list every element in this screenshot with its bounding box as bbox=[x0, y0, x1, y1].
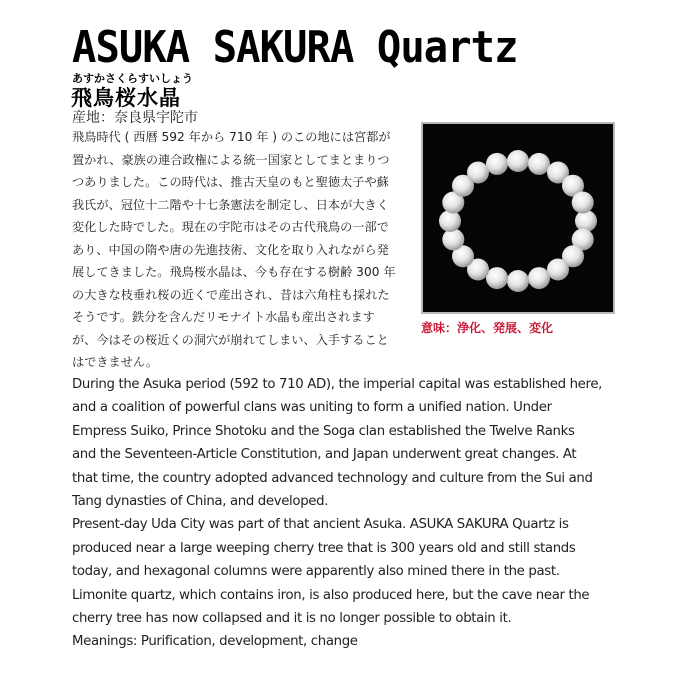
jp-line: 展してきました。飛鳥桜水晶は、今も存在する樹齢 300 年 bbox=[72, 265, 396, 279]
product-title: ASUKA SAKURA Quartz bbox=[72, 22, 518, 73]
english-description bbox=[72, 373, 632, 654]
japanese-name-reading: あすかさくらすいしょう bbox=[72, 72, 193, 85]
japanese-description bbox=[72, 126, 397, 374]
en-line: and the Seventeen-Article Constitution, and Japan underwent great changes. At bbox=[72, 447, 577, 463]
bead bbox=[442, 229, 464, 251]
japanese-product-name: 飛鳥桜水晶 bbox=[71, 86, 181, 110]
en-line: During the Asuka period (592 to 710 AD), the imperial capital was established here, bbox=[72, 377, 603, 392]
bracelet-image bbox=[423, 124, 613, 312]
bead bbox=[439, 210, 461, 232]
en-line: produced near a large weeping cherry tree that is 300 years old and still stands bbox=[72, 540, 576, 556]
bead bbox=[467, 162, 489, 184]
en-line: today, and hexagonal columns were apparently also mined there in the past. bbox=[72, 564, 560, 580]
en-line: Tang dynasties of China, and developed. bbox=[72, 494, 329, 510]
bead bbox=[547, 259, 569, 281]
bead bbox=[486, 153, 508, 175]
en-line: Empress Suiko, Prince Shotoku and the Soga clan established the Twelve Ranks bbox=[72, 423, 575, 439]
bracelet-photo bbox=[421, 122, 615, 314]
bead bbox=[507, 150, 529, 172]
jp-line: 置かれ、豪族の連合政権による統一国家としてまとまりつ bbox=[72, 152, 390, 167]
bead bbox=[575, 210, 597, 232]
jp-line: が、今はその桜近くの洞穴が崩れてしまい、入手すること bbox=[72, 332, 389, 347]
bead bbox=[528, 153, 550, 175]
jp-line: 変化した時でした。現在の宇陀市はその古代飛鳥の一部で bbox=[72, 220, 389, 234]
en-line: Meanings: Purification, development, change bbox=[72, 634, 358, 650]
en-line: and a coalition of powerful clans was uniting to form a unified nation. Under bbox=[72, 400, 552, 416]
en-line: that time, the country adopted advanced technology and culture from the Sui and bbox=[72, 470, 593, 486]
en-line: Present-day Uda City was part of that ancient Asuka. ASUKA SAKURA Quartz is bbox=[72, 517, 569, 533]
en-line: Limonite quartz, which contains iron, is also produced here, but the cave near the bbox=[72, 587, 590, 603]
jp-line: の大きな枝垂れ桜の近くで産出され、昔は六角柱も採れた bbox=[72, 287, 390, 302]
bead bbox=[572, 192, 594, 214]
meaning-caption: 意味：浄化、発展、変化 bbox=[421, 321, 554, 335]
jp-line: あり、中国の隋や唐の先進技術、文化を取り入れながら発 bbox=[72, 242, 389, 257]
bead bbox=[486, 267, 508, 289]
jp-line: 飛鳥時代 ( 西暦 592 年から 710 年 ) のこの地には宮都が bbox=[72, 130, 391, 144]
bead bbox=[528, 267, 550, 289]
jp-line: 我氏が、冠位十二階や十七条憲法を制定し、日本が大きく bbox=[72, 197, 389, 212]
en-line: cherry tree has now collapsed and it is no longer possible to obtain it. bbox=[72, 611, 512, 627]
origin-label: 産地：奈良県宇陀市 bbox=[72, 110, 198, 126]
jp-line: そうです。鉄分を含んだリモナイト水晶も産出されます bbox=[72, 310, 375, 324]
jp-line: つありました。この時代は、推古天皇のもと聖徳太子や蘇 bbox=[72, 175, 389, 189]
jp-line: はできません。 bbox=[72, 355, 159, 369]
bead bbox=[507, 270, 529, 292]
